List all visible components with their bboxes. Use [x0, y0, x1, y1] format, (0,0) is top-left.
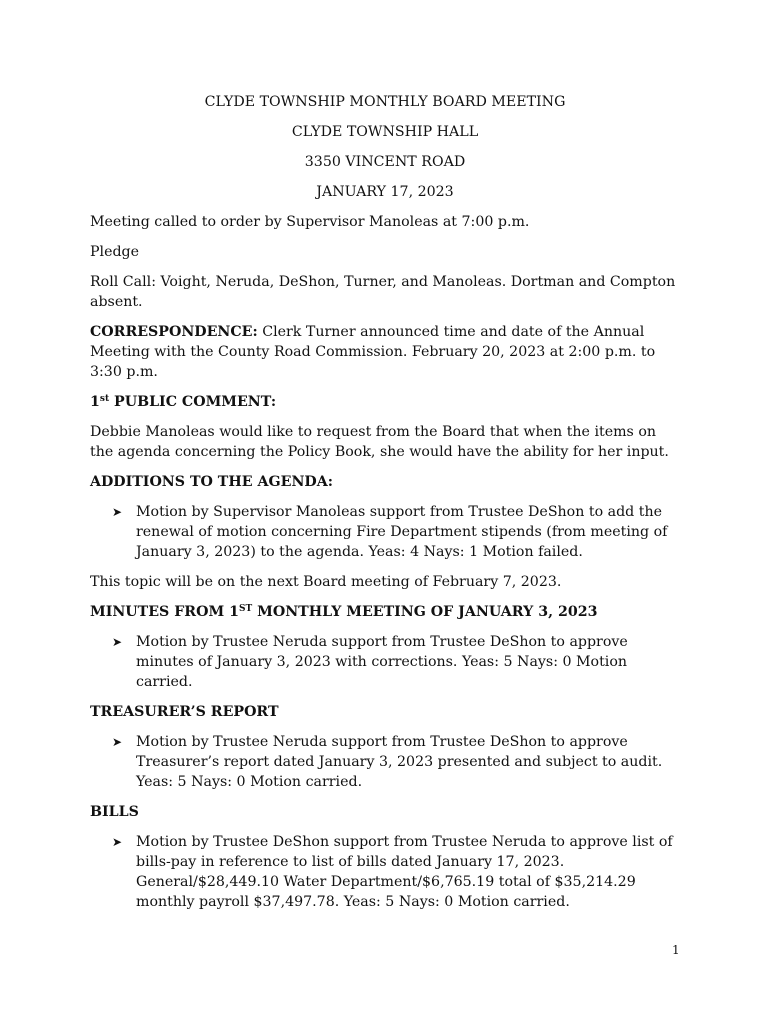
- public-comment-ordinal: st: [99, 394, 110, 404]
- treasurer-heading: TREASURER’S REPORT: [90, 704, 279, 720]
- arrowhead-bullet-icon: ➤: [112, 635, 123, 649]
- bills-list: [90, 832, 680, 912]
- list-item: [90, 732, 680, 792]
- meeting-minutes: [90, 92, 680, 922]
- minutes-heading-ordinal: ST: [238, 604, 253, 614]
- correspondence-text: Clerk Turner announced time and date of the Annual Meeting with the County Road Commission. February 20, 2023 at 2:00 p.m. to 3:30 p.m.: [90, 324, 656, 380]
- treasurer-list: [90, 732, 680, 792]
- title-date: JANUARY 17, 2023: [316, 184, 454, 200]
- minutes-heading-pre: MINUTES FROM 1: [90, 604, 239, 620]
- list-item: [90, 632, 680, 692]
- arrowhead-bullet-icon: ➤: [112, 835, 123, 849]
- correspondence-label: CORRESPONDENCE:: [90, 324, 258, 340]
- additions-note: This topic will be on the next Board meeting of February 7, 2023.: [90, 574, 562, 590]
- minutes-heading-post: MONTHLY MEETING OF JANUARY 3, 2023: [252, 604, 598, 620]
- roll-call: Roll Call: Voight, Neruda, DeShon, Turner, and Manoleas. Dortman and Compton absent.: [90, 274, 676, 310]
- arrowhead-bullet-icon: ➤: [112, 735, 123, 749]
- additions-list: [90, 502, 680, 562]
- minutes-motion: Motion by Trustee Neruda support from Trustee DeShon to approve minutes of January 3, 2023 with corrections. Yeas: 5 Nays: 0 Motion carried.: [136, 634, 628, 690]
- additions-motion: Motion by Supervisor Manoleas support from Trustee DeShon to add the renewal of motion concerning Fire Department stipends (from meeting of January 3, 2023) to the agenda. Yeas: 4 Nays: 1 Motion failed.: [136, 504, 668, 560]
- bills-heading: BILLS: [90, 804, 139, 820]
- list-item: [90, 502, 680, 562]
- title-venue: CLYDE TOWNSHIP HALL: [291, 124, 479, 140]
- arrowhead-bullet-icon: ➤: [112, 505, 123, 519]
- page-number: 1: [672, 943, 680, 957]
- call-to-order: Meeting called to order by Supervisor Manoleas at 7:00 p.m.: [90, 214, 530, 230]
- pledge: Pledge: [90, 244, 140, 260]
- public-comment-heading: [90, 392, 680, 412]
- minutes-heading: [90, 602, 680, 622]
- public-comment-title: PUBLIC COMMENT:: [109, 394, 277, 410]
- correspondence-section: [90, 322, 680, 382]
- public-comment-number: 1: [90, 394, 100, 410]
- title-address: 3350 VINCENT ROAD: [304, 154, 466, 170]
- list-item: [90, 832, 680, 912]
- title-meeting: CLYDE TOWNSHIP MONTHLY BOARD MEETING: [204, 94, 566, 110]
- public-comment-text: Debbie Manoleas would like to request from the Board that when the items on the agenda concerning the Policy Book, she would have the ability for her input.: [90, 424, 669, 460]
- additions-heading: ADDITIONS TO THE AGENDA:: [90, 474, 333, 490]
- treasurer-motion: Motion by Trustee Neruda support from Trustee DeShon to approve Treasurer’s report dated January 3, 2023 presented and subject to audit. Yeas: 5 Nays: 0 Motion carried.: [136, 734, 663, 790]
- bills-motion: Motion by Trustee DeShon support from Trustee Neruda to approve list of bills-pay in reference to list of bills dated January 17, 2023. General/$28,449.10 Water Department/$6,765.19 total of $35,214.29 monthly payroll $37,497.78. Yeas: 5 Nays: 0 Motion carried.: [136, 834, 673, 910]
- minutes-list: [90, 632, 680, 692]
